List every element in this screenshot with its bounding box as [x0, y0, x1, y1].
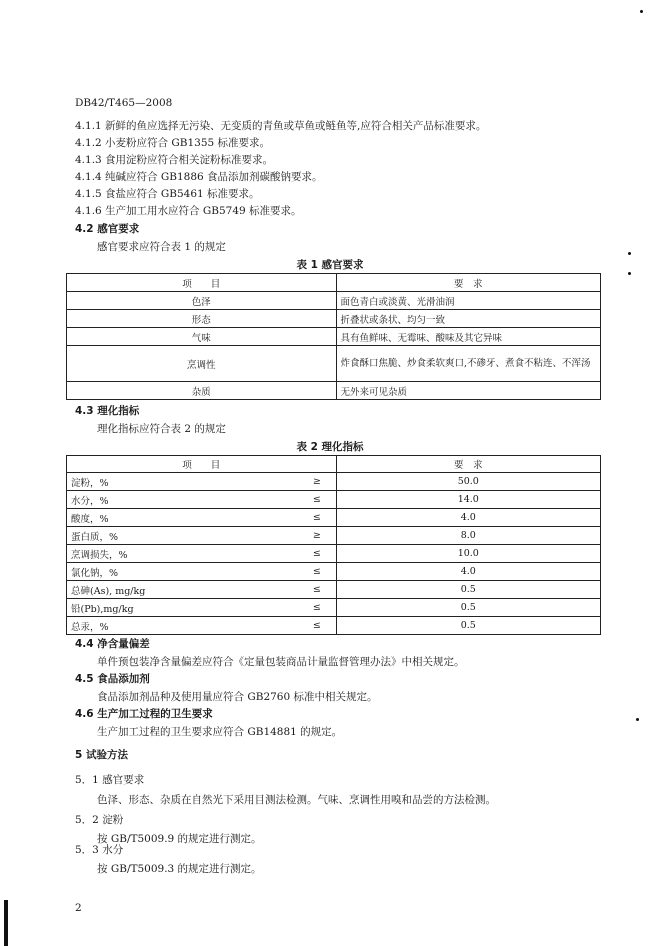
document-code: DB42/T465—2008	[75, 97, 173, 109]
table-row	[67, 346, 601, 382]
table2-value: 4.0	[336, 563, 600, 581]
table-row	[67, 581, 601, 599]
table2-value: 0.5	[336, 599, 600, 617]
table1-req: 折叠状或条状、均匀一致	[336, 310, 601, 328]
section-5-1-text: 色泽、形态、杂质在自然光下采用目测法检测。气味、烹调性用嗅和品尝的方法检测。	[97, 794, 496, 806]
table2-value: 14.0	[336, 491, 600, 509]
scan-speck	[628, 272, 631, 275]
scan-speck	[636, 718, 639, 721]
section-4-2-intro: 感官要求应符合表 1 的规定	[97, 241, 226, 253]
table1-req: 具有鱼鲜味、无霉味、酸味及其它异味	[336, 328, 601, 346]
table-row	[67, 545, 601, 563]
table-row	[67, 382, 601, 400]
table-row	[67, 599, 601, 617]
table2-item: 酸度，%	[67, 509, 299, 527]
table2-item: 总砷(As), mg/kg	[67, 581, 299, 599]
section-4-6-heading: 4.6 生产加工过程的卫生要求	[75, 708, 213, 720]
table-row	[67, 527, 601, 545]
table1-item: 色泽	[67, 292, 337, 310]
section-5-1-heading: 5．1 感官要求	[75, 774, 145, 786]
table2-header-item: 项 目	[67, 456, 337, 473]
table2-operator: ≤	[298, 563, 336, 581]
table2-operator: ≤	[298, 617, 336, 635]
table1-header-item: 项 目	[67, 274, 337, 292]
scan-edge-mark	[4, 900, 8, 946]
table-physicochemical	[66, 455, 601, 635]
table2-item: 水分，%	[67, 491, 299, 509]
table1-item: 杂质	[67, 382, 337, 400]
clause-4-1-6: 4.1.6 生产加工用水应符合 GB5749 标准要求。	[75, 205, 302, 217]
clause-4-1-5: 4.1.5 食盐应符合 GB5461 标准要求。	[75, 188, 260, 200]
table2-item: 铅(Pb),mg/kg	[67, 599, 299, 617]
table1-req: 无外来可见杂质	[336, 382, 601, 400]
scan-speck	[628, 252, 631, 255]
table2-caption: 表 2 理化指标	[296, 441, 364, 453]
table2-item: 淀粉，%	[67, 473, 299, 491]
table2-header-row	[67, 456, 601, 473]
section-4-5-heading: 4.5 食品添加剂	[75, 673, 150, 685]
table2-value: 8.0	[336, 527, 600, 545]
clause-4-1-1: 4.1.1 新鲜的鱼应选择无污染、无变质的青鱼或草鱼或鲢鱼等,应符合相关产品标准要求。	[75, 120, 487, 132]
section-4-4-heading: 4.4 净含量偏差	[75, 638, 150, 650]
table-row	[67, 292, 601, 310]
section-4-5-text: 食品添加剂品种及使用量应符合 GB2760 标准中相关规定。	[97, 691, 378, 703]
table1-item: 气味	[67, 328, 337, 346]
section-5-3-heading: 5．3 水分	[75, 844, 124, 856]
scan-speck	[640, 10, 643, 13]
table2-item: 烹调损失，%	[67, 545, 299, 563]
section-4-2-heading: 4.2 感官要求	[75, 223, 140, 235]
table1-header-req: 要 求	[336, 274, 601, 292]
table2-operator: ≤	[298, 599, 336, 617]
table-row	[67, 617, 601, 635]
table-sensory	[66, 273, 601, 400]
table1-header-row	[67, 274, 601, 292]
table2-value: 4.0	[336, 509, 600, 527]
section-5-2-text: 按 GB/T5009.9 的规定进行测定。	[97, 833, 262, 845]
clause-4-1-3: 4.1.3 食用淀粉应符合相关淀粉标准要求。	[75, 154, 274, 166]
page-number: 2	[75, 902, 82, 914]
clause-4-1-4: 4.1.4 纯碱应符合 GB1886 食品添加剂碳酸钠要求。	[75, 171, 323, 183]
table-row	[67, 491, 601, 509]
table2-operator: ≤	[298, 491, 336, 509]
table2-value: 10.0	[336, 545, 600, 563]
table-row	[67, 328, 601, 346]
table2-header-req: 要 求	[336, 456, 600, 473]
table1-item: 形态	[67, 310, 337, 328]
table1-req: 面色青白或淡黄、光滑油润	[336, 292, 601, 310]
table2-value: 50.0	[336, 473, 600, 491]
table2-value: 0.5	[336, 581, 600, 599]
table2-item: 氯化钠，%	[67, 563, 299, 581]
table2-item: 总汞，%	[67, 617, 299, 635]
clause-4-1-2: 4.1.2 小麦粉应符合 GB1355 标准要求。	[75, 137, 271, 149]
table2-operator: ≤	[298, 581, 336, 599]
table2-value: 0.5	[336, 617, 600, 635]
section-5-3-text: 按 GB/T5009.3 的规定进行测定。	[97, 863, 262, 875]
section-4-4-text: 单件预包装净含量偏差应符合《定量包装商品计量监督管理办法》中相关规定。	[97, 656, 465, 668]
section-5-heading: 5 试验方法	[75, 749, 128, 761]
section-4-3-intro: 理化指标应符合表 2 的规定	[97, 423, 226, 435]
table-row	[67, 310, 601, 328]
table-row	[67, 473, 601, 491]
table2-operator: ≤	[298, 545, 336, 563]
section-5-2-heading: 5．2 淀粉	[75, 814, 124, 826]
table2-operator: ≥	[298, 473, 336, 491]
table1-item: 烹调性	[67, 346, 337, 382]
section-4-6-text: 生产加工过程的卫生要求应符合 GB14881 的规定。	[97, 726, 343, 738]
table-row	[67, 563, 601, 581]
section-4-3-heading: 4.3 理化指标	[75, 405, 140, 417]
table2-operator: ≥	[298, 527, 336, 545]
table1-caption: 表 1 感官要求	[296, 259, 364, 271]
table1-req: 炸食酥口焦脆、炒食柔软爽口,不碜牙、煮食不粘连、不浑汤	[336, 346, 601, 382]
table-row	[67, 509, 601, 527]
table2-item: 蛋白质，%	[67, 527, 299, 545]
table2-operator: ≤	[298, 509, 336, 527]
